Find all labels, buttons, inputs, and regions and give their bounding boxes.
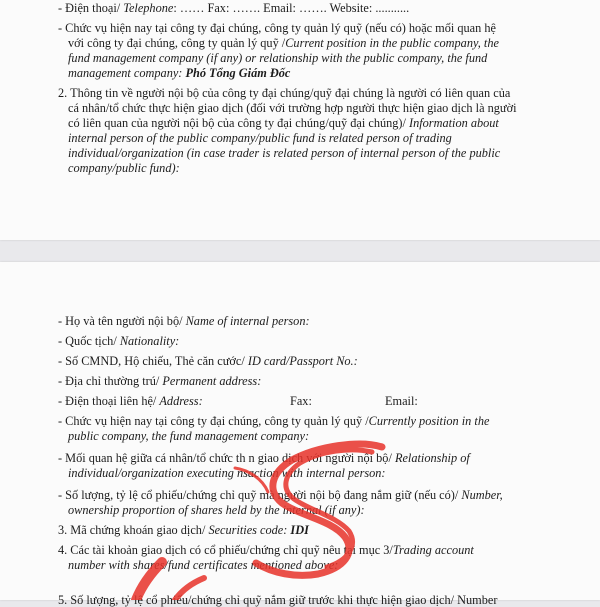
- relationship-line-1: - Mối quan hệ giữa cá nhân/tổ chức th n giao dịch với người nội bộ/ Relationship of: [58, 451, 470, 465]
- section-2-line-2: cá nhân/tổ chức thực hiện giao dịch (đối với trường hợp người thực hiện giao dịch là người: [68, 101, 517, 115]
- section-4-line-1: 4. Các tài khoản giao dịch có cổ phiếu/chứng chỉ quỹ nêu tại mục 3/Trading account: [58, 543, 474, 557]
- section-4-line-2: number with shares/fund certificates mentioned above:: [68, 558, 339, 572]
- section-2-line-3: có liên quan của người nội bộ của công ty đại chúng/quỹ đại chúng)/ Information about: [68, 116, 499, 130]
- name-line: - Họ và tên người nội bộ/ Name of internal person:: [58, 314, 310, 328]
- position-line-1: - Chức vụ hiện nay tại công ty đại chúng, công ty quản lý quỹ (nếu có) hoặc mối quan hệ: [58, 21, 496, 35]
- section-2-line-1: 2. Thông tin về người nội bộ của công ty đại chúng/quỹ đại chúng là người có liên quan của: [58, 86, 511, 100]
- securities-code-value: IDI: [290, 523, 309, 537]
- nationality-line: - Quốc tịch/ Nationality:: [58, 334, 180, 348]
- section-2-line-5: individual/organization (in case trader is related person of internal person of the public: [68, 146, 501, 160]
- position-line-2: với công ty đại chúng, công ty quản lý quỹ /Current position in the public company, the: [68, 36, 499, 50]
- section-5-line-partial: 5. Số lượng, tỷ lệ cổ phiếu/chứng chỉ quỹ nắm giữ trước khi thực hiện giao dịch/ Number: [58, 593, 498, 607]
- current-position-line-2: public company, the fund management company:: [68, 429, 310, 443]
- section-2-line-4: internal person of the public company/public fund is related person of trading: [68, 131, 452, 145]
- document-page-bottom: [0, 262, 600, 607]
- address-line: - Địa chỉ thường trú/ Permanent address:: [58, 374, 262, 388]
- id-card-line: - Số CMND, Hộ chiếu, Thẻ căn cước/ ID card/Passport No.:: [58, 354, 358, 368]
- contact-line: - Điện thoại liên hệ/ Address: Fax: Email:: [58, 394, 418, 408]
- position-value: Phó Tổng Giám Đốc: [185, 66, 291, 80]
- quantity-line-2: ownership proportion of shares held by the internal (if any):: [68, 503, 365, 517]
- position-line-3: fund management company (if any) or relationship with the public company, the fund: [68, 51, 488, 65]
- position-line-4: management company: Phó Tổng Giám Đốc: [68, 66, 291, 80]
- phone-line: - Điện thoại/ Telephone: …… Fax: ……. Email: ……. Website: ...........: [58, 1, 410, 15]
- current-position-line-1: - Chức vụ hiện nay tại công ty đại chúng, công ty quản lý quỹ /Currently position in the: [58, 414, 490, 428]
- section-3-line: 3. Mã chứng khoán giao dịch/ Securities code: IDI: [58, 523, 309, 537]
- relationship-line-2: individual/organization executing nsaction with internal person:: [68, 466, 386, 480]
- document-page-top: [0, 0, 600, 240]
- section-2-line-6: company/public fund):: [68, 161, 180, 175]
- quantity-line-1: - Số lượng, tỷ lệ cổ phiếu/chứng chỉ quỹ mà người nội bộ đang nắm giữ (nếu có)/ Number,: [58, 488, 503, 502]
